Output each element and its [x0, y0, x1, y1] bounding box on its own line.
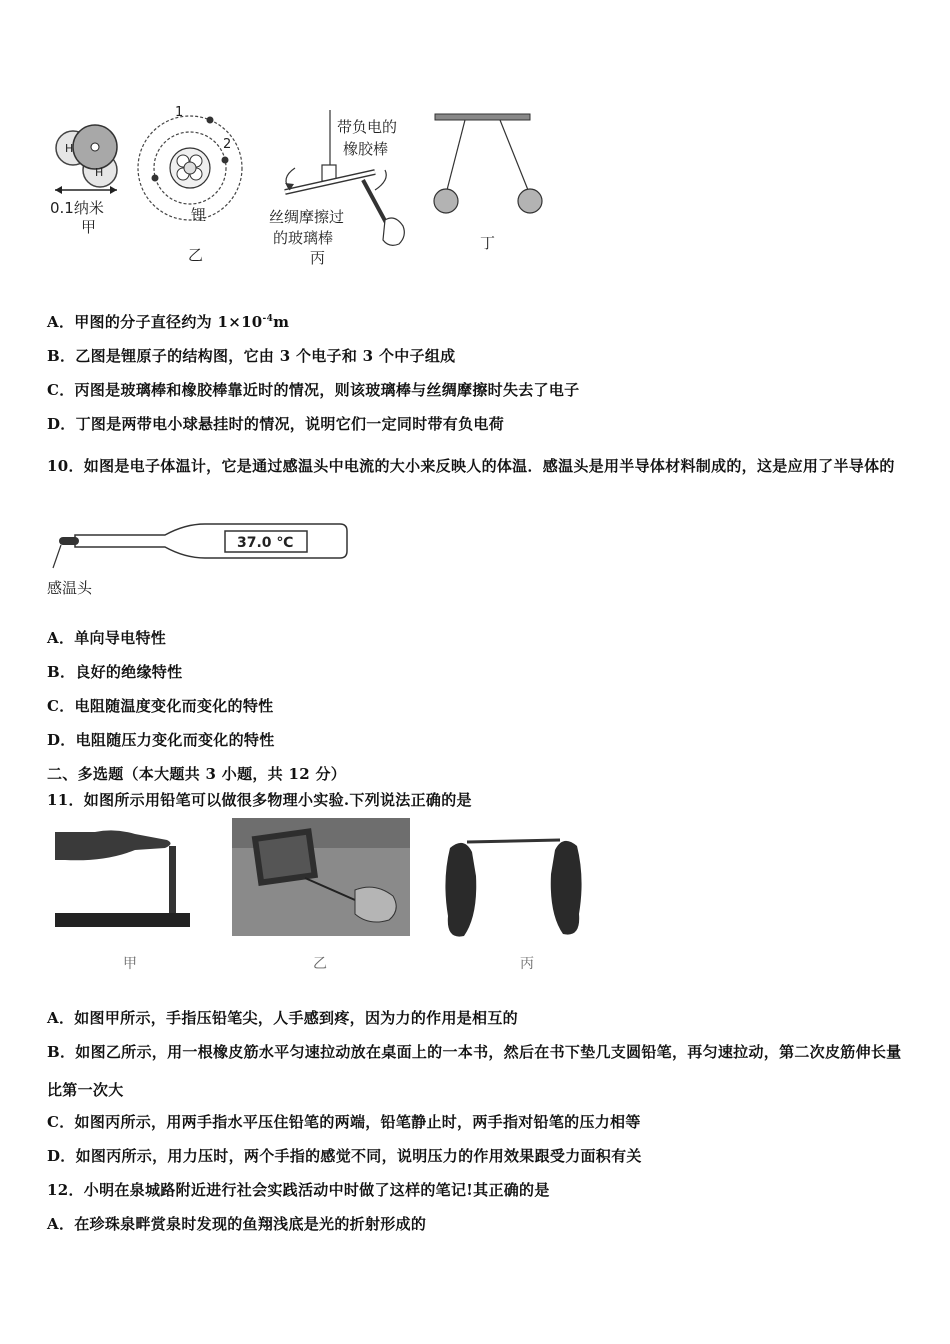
orbit-2-label: 2 [223, 137, 232, 152]
q9-option-d: D．丁图是两带电小球悬挂时的情况，说明它们一定同时带有负电荷 [47, 415, 505, 433]
q12-option-a: A．在珍珠泉畔赏泉时发现的鱼翔浅底是光的折射形成的 [47, 1215, 427, 1233]
q11-option-b: B．如图乙所示，用一根橡皮筋水平匀速拉动放在桌面上的一本书，然后在书下垫几支圆铅笔，再匀速拉动，第二次皮筋伸长量比第一次大 [47, 1043, 902, 1099]
jia-label: 甲 [81, 218, 97, 236]
thermometer-display: 37.0 ℃ [237, 535, 294, 551]
q10-stem: 10．如图是电子体温计，它是通过感温头中电流的大小来反映人的体温．感温头是用半导体材料制成的，这是应用了半导体的 [47, 457, 895, 475]
svg-text:H: H [65, 142, 74, 155]
q10-option-c: C．电阻随温度变化而变化的特性 [47, 697, 274, 715]
q9-option-a: A．甲图的分子直径约为 $1\times 10^{-4}m$ [47, 313, 290, 331]
rubber-band-book-photo [232, 818, 410, 936]
svg-text:H: H [95, 166, 104, 179]
two-finger-press-photo [445, 840, 581, 937]
q11-option-d: D．如图丙所示，用力压时，两个手指的感觉不同，说明压力的作用效果跟受力面积有关 [47, 1147, 642, 1165]
fig-bing-label: 丙 [520, 956, 534, 972]
section-2-title: 二、多选题（本大题共 3 小题，共 12 分） [47, 765, 347, 783]
q10-option-a: A．单向导电特性 [47, 629, 167, 647]
q10-option-d: D．电阻随压力变化而变化的特性 [47, 731, 275, 749]
rubber-rod-label-2: 橡胶棒 [343, 140, 389, 158]
glass-rod-label-1: 丝绸摩擦过 [269, 208, 345, 226]
fig-yi-label: 乙 [313, 956, 327, 972]
lithium-label: 锂 [191, 206, 207, 224]
q9-option-c: C．丙图是玻璃棒和橡胶棒靠近时的情况，则该玻璃棒与丝绸摩擦时失去了电子 [47, 381, 580, 399]
rubber-rod-label-1: 带负电的 [337, 118, 398, 136]
jia-scale-label: 0.1纳米 [50, 199, 104, 217]
bing-label: 丙 [310, 249, 326, 267]
q11-option-c: C．如图丙所示，用两手指水平压住铅笔的两端，铅笔静止时，两手指对铅笔的压力相等 [47, 1113, 641, 1131]
glass-rod-label-2: 的玻璃棒 [273, 229, 334, 247]
q11-stem: 11．如图所示用铅笔可以做很多物理小实验.下列说法正确的是 [47, 791, 472, 809]
ding-label: 丁 [480, 234, 496, 252]
q10-option-b: B．良好的绝缘特性 [47, 663, 183, 681]
q12-stem: 12．小明在泉城路附近进行社会实践活动中时做了这样的笔记!其正确的是 [47, 1181, 550, 1199]
q11-option-a: A．如图甲所示，手指压铅笔尖，人手感到疼，因为力的作用是相互的 [47, 1009, 518, 1027]
pencil-experiments-figure [55, 818, 590, 978]
sensor-label: 感温头 [47, 579, 93, 597]
q9-figure [45, 100, 570, 275]
yi-label: 乙 [188, 246, 204, 264]
finger-press-photo [55, 830, 190, 927]
fig-jia-label: 甲 [123, 956, 137, 972]
q9-option-b: B．乙图是锂原子的结构图，它由 3 个电子和 3 个中子组成 [47, 347, 456, 365]
orbit-1-label: 1 [175, 105, 184, 120]
thermometer-figure [45, 518, 355, 600]
